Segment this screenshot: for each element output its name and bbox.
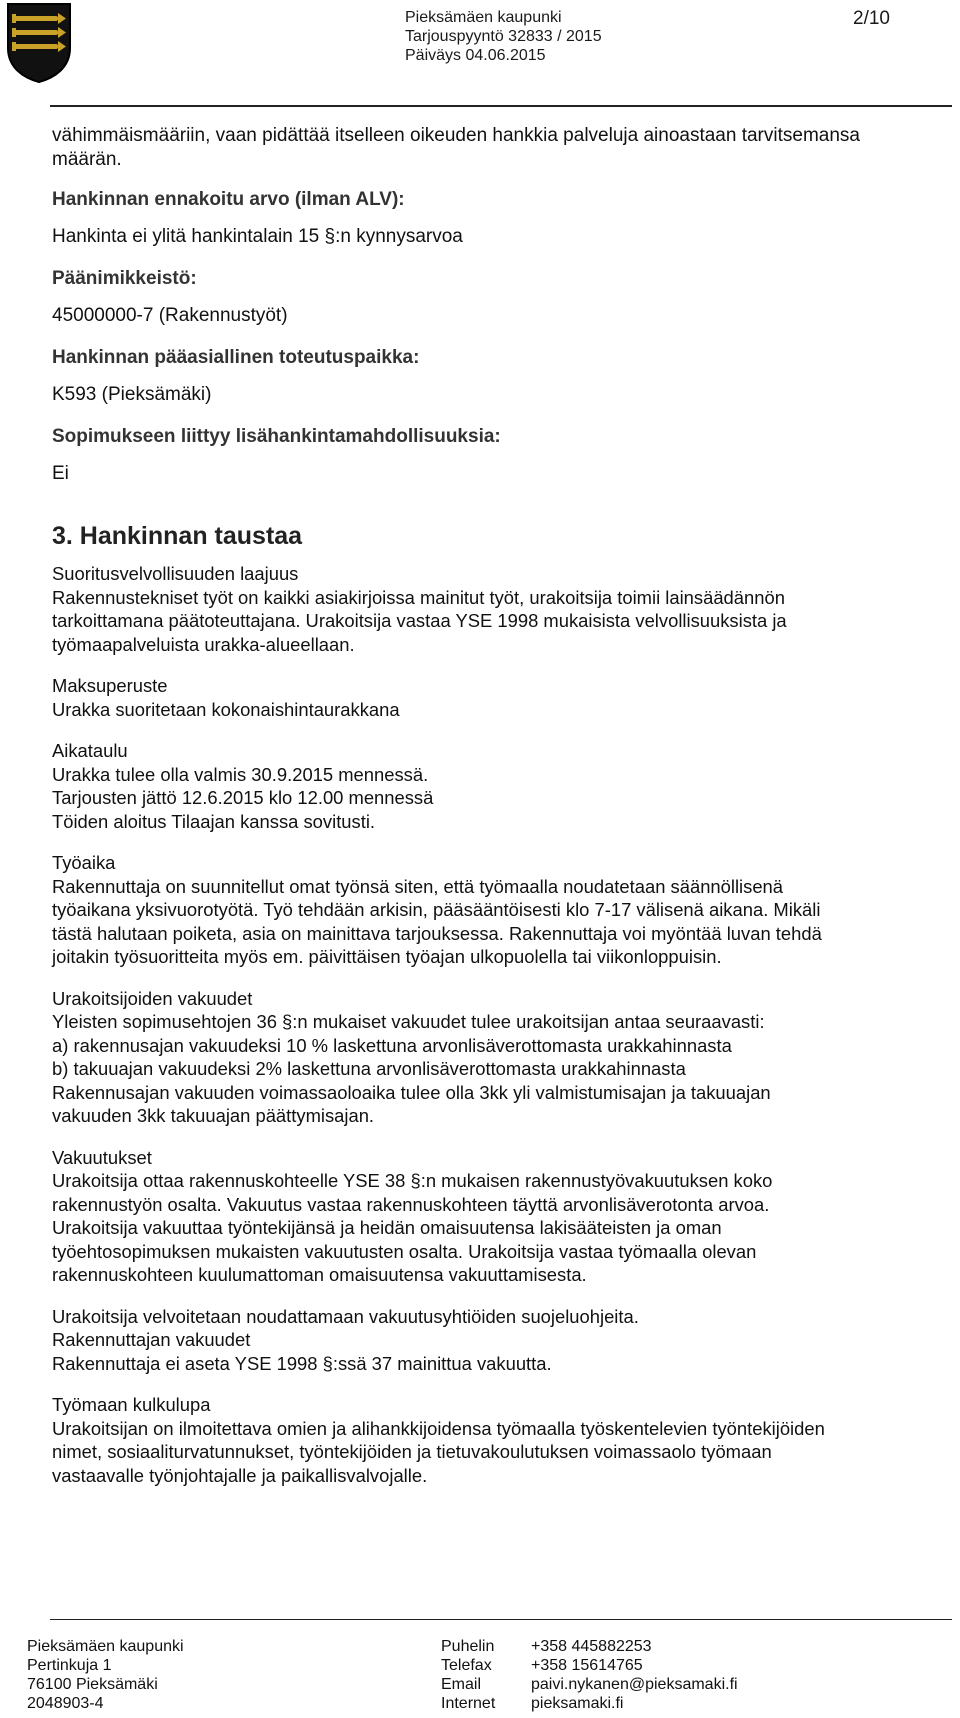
- section-line: a) rakennusajan vakuudeksi 10 % laskettuna arvonlisäverottomasta urakkahinnasta: [52, 1034, 732, 1056]
- section-line: työehtosopimuksen mukaisten vakuutusten osalta. Urakoitsija vastaa työmaalla olevan: [52, 1240, 757, 1262]
- section-line: Urakoitsijoiden vakuudet: [52, 987, 253, 1009]
- field-value: K593 (Pieksämäki): [52, 384, 212, 405]
- footer-line: Email: [441, 1676, 482, 1693]
- section-line: Vakuutukset: [52, 1146, 152, 1168]
- footer-phone: +358 445882253: [531, 1638, 652, 1655]
- section-line: nimet, sosiaaliturvatunnukset, työntekijöiden ja tietuvakoulutuksen voimassaolo työmaan: [52, 1441, 772, 1462]
- footer-contact-labels: [441, 1637, 495, 1713]
- section-line: Maksuperuste: [52, 675, 168, 696]
- footer-fax: +358 15614765: [531, 1657, 643, 1674]
- section-line: joitakin työsuoritteita myös em. päivittäisen työajan ulkopuolella tai viikonloppuisin.: [52, 946, 722, 967]
- section-schedule: [52, 739, 932, 833]
- section-line: Urakoitsijan on ilmoitettava omien ja alihankkijoidensa työmaalla työskentelevien työntekijöiden: [52, 1417, 825, 1439]
- document-header: [405, 8, 602, 65]
- footer-line: Pertinkuja 1: [27, 1657, 112, 1674]
- footer-line: Internet: [441, 1695, 496, 1712]
- section-line: tästä halutaan poiketa, asia on mainittava tarjouksessa. Rakennuttaja voi myöntää luvan tehdä: [52, 922, 822, 944]
- footer-line: 76100 Pieksämäki: [27, 1676, 158, 1693]
- section-insurance: [52, 1146, 932, 1287]
- footer-website: pieksamaki.fi: [531, 1695, 624, 1712]
- section-line: Aikataulu: [52, 740, 128, 761]
- section-line: Tarjousten jättö 12.6.2015 klo 12.00 mennessä: [52, 787, 434, 808]
- section-line: työmaapalveluista urakka-alueellaan.: [52, 633, 355, 655]
- section-heading: 3. Hankinnan taustaa: [52, 522, 303, 550]
- field-value: Ei: [52, 463, 69, 484]
- section-payment: [52, 674, 932, 721]
- header-date: Päiväys 04.06.2015: [405, 47, 546, 64]
- section-line: rakennustyön osalta. Vakuutus vastaa rakennuskohteen täyttä arvonlisäverotonta arvoa.: [52, 1193, 770, 1215]
- section-line: Urakoitsija velvoitetaan noudattamaan vakuutusyhtiöiden suojeluohjeita.: [52, 1305, 639, 1327]
- footer-line: 2048903-4: [27, 1695, 104, 1712]
- section-line: tarkoittamana päätoteuttajana. Urakoitsija vastaa YSE 1998 mukaisista velvollisuuksista ja: [52, 610, 787, 631]
- section-line: Rakennuttaja ei aseta YSE 1998 §:ssä 37 mainittua vakuutta.: [52, 1352, 552, 1374]
- section-line: Urakoitsija ottaa rakennuskohteelle YSE 38 §:n mukaisen rakennustyövakuutuksen koko: [52, 1170, 773, 1191]
- field-label: Päänimikkeistö:: [52, 268, 197, 289]
- field-label: Hankinnan ennakoitu arvo (ilman ALV):: [52, 189, 405, 210]
- section-client-guarantees: [52, 1305, 932, 1376]
- field-value: 45000000-7 (Rakennustyöt): [52, 305, 288, 326]
- section-line: vastaavalle työnjohtajalle ja paikallisvalvojalle.: [52, 1464, 428, 1486]
- section-working-hours: [52, 851, 932, 969]
- section-line: Töiden aloitus Tilaajan kanssa sovitusti.: [52, 810, 376, 832]
- coat-of-arms-logo: [4, 2, 74, 84]
- field-label: Hankinnan pääasiallinen toteutuspaikka:: [52, 347, 420, 368]
- footer-address: [27, 1637, 184, 1713]
- section-line: Rakennuttajan vakuudet: [52, 1329, 251, 1350]
- section-line: Yleisten sopimusehtojen 36 §:n mukaiset vakuudet tulee urakoitsijan antaa seuraavasti:: [52, 1011, 765, 1032]
- page-number: 2/10: [853, 8, 890, 29]
- section-line: Urakka suoritetaan kokonaishintaurakkana: [52, 698, 400, 720]
- footer-line: Pieksämäen kaupunki: [27, 1638, 184, 1655]
- section-line: vakuuden 3kk takuuajan päättymisajan.: [52, 1105, 375, 1126]
- footer-email: paivi.nykanen@pieksamaki.fi: [531, 1676, 738, 1693]
- section-line: työaikana yksivuorotyötä. Työ tehdään arkisin, pääsääntöisesti klo 7-17 välisenä aikana. Mikäli: [52, 899, 821, 920]
- field-value: Hankinta ei ylitä hankintalain 15 §:n kynnysarvoa: [52, 226, 463, 247]
- section-line: Rakennuttaja on suunnitellut omat työnsä siten, että työmaalla noudatetaan säännöllisenä: [52, 875, 784, 897]
- header-divider: [50, 105, 952, 107]
- footer-line: Telefax: [441, 1657, 492, 1674]
- footer-divider: [50, 1619, 952, 1620]
- header-org: Pieksämäen kaupunki: [405, 9, 562, 26]
- section-line: Työmaan kulkulupa: [52, 1394, 211, 1415]
- section-line: b) takuuajan vakuudeksi 2% laskettuna arvonlisäverottomasta urakkahinnasta: [52, 1058, 686, 1079]
- section-line: Urakoitsija vakuuttaa työntekijänsä ja heidän omaisuutensa lakisääteisten ja oman: [52, 1217, 722, 1238]
- section-line: Suoritusvelvollisuuden laajuus: [52, 563, 299, 584]
- header-reference: Tarjouspyyntö 32833 / 2015: [405, 28, 602, 45]
- intro-paragraph: vähimmäismääriin, vaan pidättää itselleen oikeuden hankkia palveluja ainoastaan tarvitsemansa määrän.: [52, 125, 860, 170]
- footer-contact-values: [531, 1637, 738, 1713]
- section-line: Työaika: [52, 852, 116, 873]
- section-site-access: [52, 1393, 932, 1487]
- section-line: Urakka tulee olla valmis 30.9.2015 mennessä.: [52, 763, 429, 785]
- section-scope: [52, 562, 932, 656]
- document-body: [52, 124, 932, 1487]
- section-line: Rakennustekniset työt on kaikki asiakirjoissa mainitut työt, urakoitsija toimii lainsäädännön: [52, 586, 785, 608]
- section-line: Rakennusajan vakuuden voimassaoloaika tulee olla 3kk yli valmistumisajan ja takuuajan: [52, 1081, 771, 1103]
- field-label: Sopimukseen liittyy lisähankintamahdollisuuksia:: [52, 426, 501, 447]
- section-line: rakennuskohteen kuulumattoman omaisuutensa vakuuttamisesta.: [52, 1264, 587, 1285]
- footer-line: Puhelin: [441, 1638, 495, 1655]
- section-guarantees: [52, 987, 932, 1128]
